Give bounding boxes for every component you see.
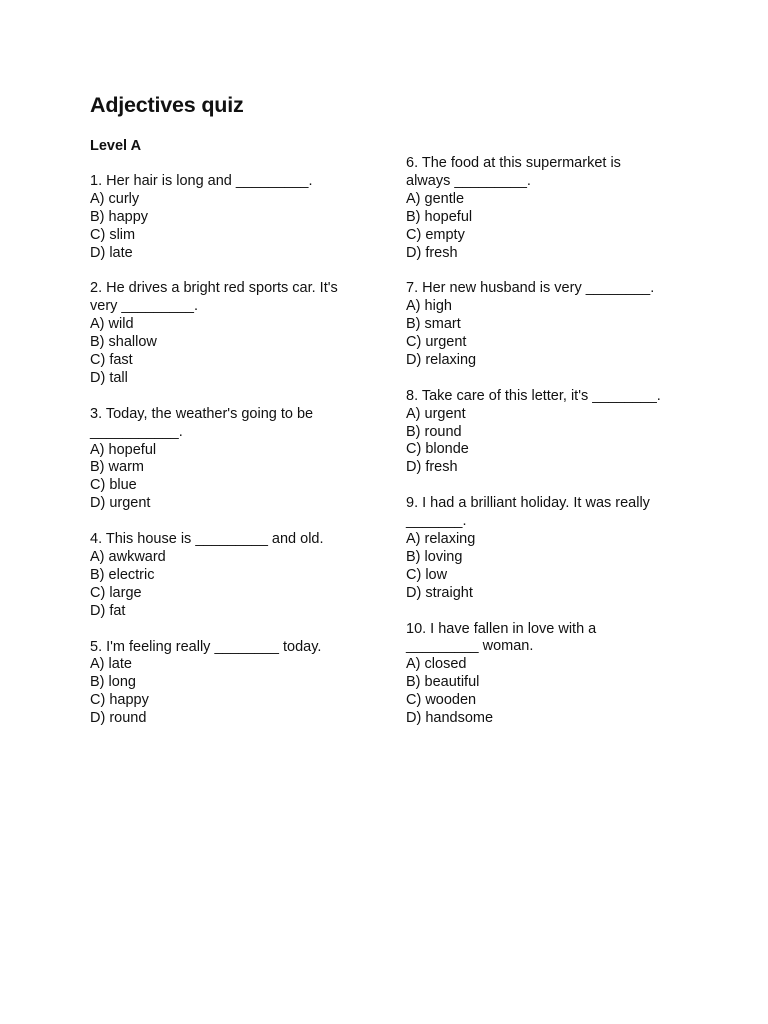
answer-option: A) high [406,298,452,315]
left-column [90,173,360,746]
question-text: 2. He drives a bright red sports car. It's [90,280,338,297]
answer-option: D) fat [90,602,126,619]
answer-option: D) fresh [406,459,458,476]
answer-option: C) blue [90,477,137,494]
answer-option: B) warm [90,459,144,476]
answer-option: C) slim [90,226,136,243]
answer-option: B) electric [90,566,155,583]
question-1 [90,173,360,263]
answer-option: B) shallow [90,334,157,351]
question-text: 1. Her hair is long and _________. [90,173,313,189]
level-heading: Level A [90,138,142,154]
question-8 [406,388,696,478]
answer-option: A) late [90,656,132,673]
answer-option: A) urgent [406,405,466,422]
question-text: 6. The food at this supermarket is [406,155,621,171]
question-text: 3. Today, the weather's going to be [90,405,314,422]
question-text-continued: always _________. [406,172,531,189]
question-text-continued: very _________. [90,298,199,315]
answer-option: B) loving [406,548,463,565]
question-9 [406,495,696,602]
question-text-continued: _________ woman. [406,638,534,655]
answer-option: B) smart [406,316,461,333]
question-text: 9. I had a brilliant holiday. It was really [406,495,650,512]
right-column [406,155,696,746]
question-7 [406,280,696,370]
question-6 [406,155,696,262]
page-title: Adjectives quiz [90,93,244,117]
answer-option: C) happy [90,692,149,709]
answer-option: A) gentle [406,190,465,207]
answer-option: D) relaxing [406,351,477,368]
answer-option: B) happy [90,208,149,225]
answer-option: D) straight [406,584,473,601]
answer-option: C) urgent [406,334,467,351]
answer-option: A) curly [90,190,140,207]
question-text: 10. I have fallen in love with a [406,620,597,637]
question-5 [90,639,360,729]
question-4 [90,531,360,621]
question-text: 7. Her new husband is very ________. [406,280,655,297]
question-10 [406,621,696,728]
answer-option: D) handsome [406,710,494,727]
answer-option: C) fast [90,352,133,369]
answer-option: B) beautiful [406,674,480,691]
question-text: 4. This house is _________ and old. [90,531,324,548]
answer-option: C) empty [406,226,465,243]
question-2 [90,280,360,387]
question-text-continued: _______. [406,513,467,530]
answer-option: C) large [90,584,142,601]
question-text-continued: ___________. [90,423,183,440]
answer-option: D) tall [90,369,128,386]
answer-option: B) round [406,423,462,440]
answer-option: A) relaxing [406,530,476,547]
answer-option: B) long [90,674,136,691]
answer-option: D) round [90,710,147,727]
answer-option: C) wooden [406,692,477,709]
answer-option: D) urgent [90,495,151,512]
answer-option: A) wild [90,316,134,333]
answer-option: D) fresh [406,244,458,261]
question-text: 5. I'm feeling really ________ today. [90,638,322,655]
answer-option: A) hopeful [90,441,157,458]
answer-option: A) awkward [90,548,166,565]
question-text: 8. Take care of this letter, it's ________. [406,387,661,404]
answer-option: D) late [90,244,133,261]
answer-option: B) hopeful [406,208,473,225]
answer-option: C) blonde [406,441,469,458]
question-3 [90,406,360,513]
answer-option: C) low [406,566,448,583]
answer-option: A) closed [406,656,467,673]
